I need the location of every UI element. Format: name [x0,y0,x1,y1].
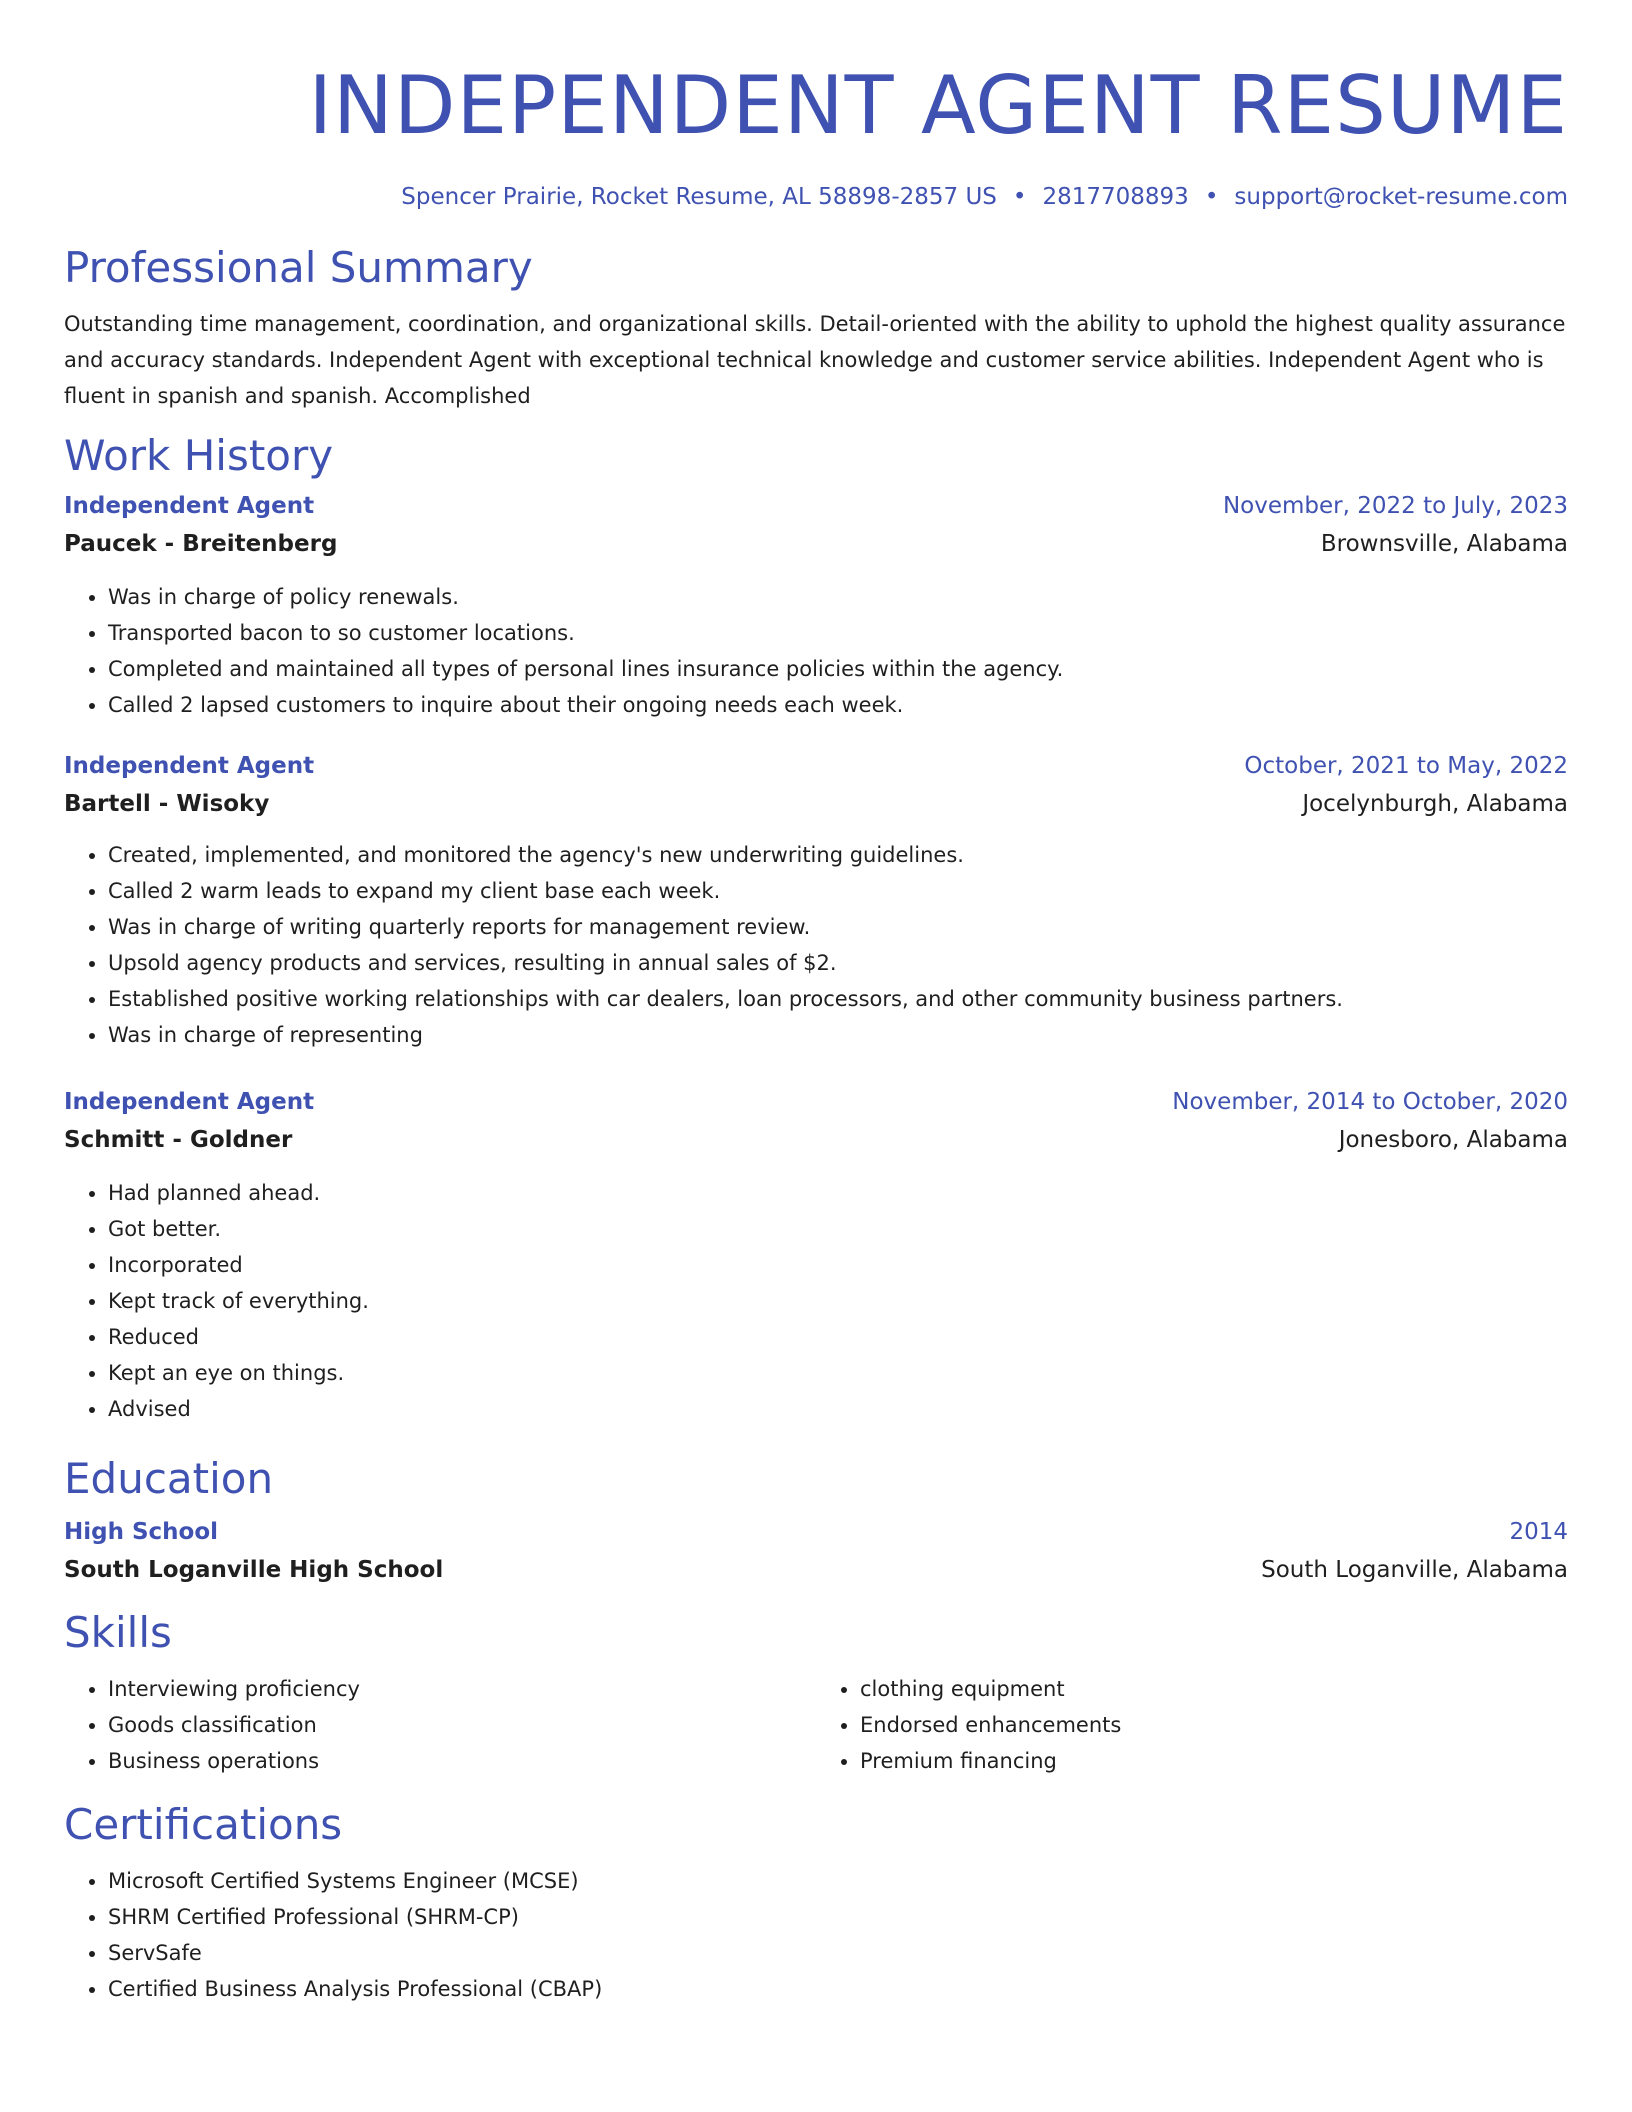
job-company: Schmitt - Goldner [64,1127,293,1153]
job-entry [64,747,1568,1053]
list-item: • Incorporated [108,1247,1568,1283]
summary-text: Outstanding time management, coordination, and organizational skills. Detail-oriented with the ability to uphold the highest quality assurance and accuracy standards. Independent Agent with exceptional technical knowledge and customer service abilities. Independent Agent who is fluent in spanish and spanish. Accomplished [64,312,1566,408]
contact-separator: • [1012,184,1027,210]
skills-list-left [64,1671,816,1779]
list-item: • Got better. [108,1211,1568,1247]
list-item: • Transported bacon to so customer locations. [108,615,1568,651]
job-company: Paucek - Breitenberg [64,531,338,557]
list-item: • Upsold agency products and services, resulting in annual sales of $2. [108,945,1568,981]
skills-heading: Skills [64,1608,172,1657]
certification-item: • Microsoft Certified Systems Engineer (MCSE) [108,1863,1568,1899]
certifications-heading: Certifications [64,1800,343,1849]
education-location: South Loganville, Alabama [1261,1557,1568,1583]
job-bullets [64,579,1568,723]
job-bullets [64,1175,1568,1427]
skill-item: • clothing equipment [860,1671,1568,1707]
skill-item: • Endorsed enhancements [860,1707,1568,1743]
job-entry [64,487,1568,723]
education-degree: High School [64,1519,219,1545]
resume-title: INDEPENDENT AGENT RESUME [308,59,1568,152]
education-year: 2014 [1509,1519,1568,1545]
list-item: • Completed and maintained all types of personal lines insurance policies within the agency. [108,651,1568,687]
job-bullets [64,837,1568,1053]
skill-item: • Business operations [108,1743,816,1779]
skills-list-right [816,1671,1568,1779]
job-entry [64,1083,1568,1427]
list-item: • Was in charge of representing [108,1017,1568,1053]
job-dates: November, 2014 to October, 2020 [1172,1089,1568,1115]
list-item: • Called 2 lapsed customers to inquire about their ongoing needs each week. [108,687,1568,723]
list-item: • Had planned ahead. [108,1175,1568,1211]
job-company: Bartell - Wisoky [64,791,270,817]
skill-item: • Interviewing proficiency [108,1671,816,1707]
list-item: • Created, implemented, and monitored the agency's new underwriting guidelines. [108,837,1568,873]
certification-item: • Certified Business Analysis Professional (CBAP) [108,1971,1568,2007]
job-title: Independent Agent [64,1089,315,1115]
contact-separator: • [1204,184,1219,210]
skills-grid [64,1671,1568,1779]
work-history-heading: Work History [64,431,334,480]
job-title: Independent Agent [64,493,315,519]
contact-address: Spencer Prairie, Rocket Resume, AL 58898-2857 US [401,184,997,210]
list-item: • Reduced [108,1319,1568,1355]
list-item: • Kept track of everything. [108,1283,1568,1319]
list-item: • Was in charge of policy renewals. [108,579,1568,615]
job-location: Jocelynburgh, Alabama [1302,791,1568,817]
certification-item: • SHRM Certified Professional (SHRM-CP) [108,1899,1568,1935]
certifications-list [64,1863,1568,2007]
education-entry [64,1513,1568,1589]
skill-item: • Premium financing [860,1743,1568,1779]
list-item: • Called 2 warm leads to expand my client base each week. [108,873,1568,909]
education-school: South Loganville High School [64,1557,444,1583]
list-item: • Was in charge of writing quarterly reports for management review. [108,909,1568,945]
job-location: Jonesboro, Alabama [1338,1127,1568,1153]
list-item: • Advised [108,1391,1568,1427]
job-dates: November, 2022 to July, 2023 [1222,493,1568,519]
skill-item: • Goods classification [108,1707,816,1743]
contact-line [64,182,1568,212]
education-heading: Education [64,1454,274,1503]
certification-item: • ServSafe [108,1935,1568,1971]
job-dates: October, 2021 to May, 2022 [1244,753,1568,779]
list-item: • Kept an eye on things. [108,1355,1568,1391]
contact-email[interactable]: support@rocket-resume.com [1234,184,1568,210]
summary-heading: Professional Summary [64,243,533,292]
resume-page [64,0,1568,2007]
list-item: • Established positive working relationships with car dealers, loan processors, and other community business partners. [108,981,1568,1017]
contact-phone: 2817708893 [1042,184,1189,210]
job-location: Brownsville, Alabama [1320,531,1568,557]
job-title: Independent Agent [64,753,315,779]
